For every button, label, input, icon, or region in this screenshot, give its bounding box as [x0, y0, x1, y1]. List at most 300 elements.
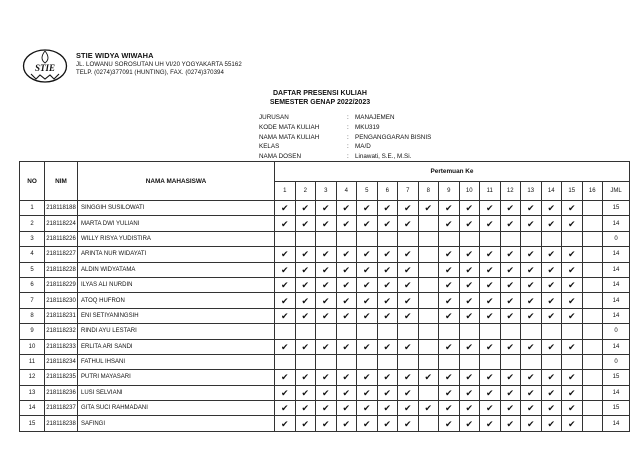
row-number: 1 — [20, 201, 45, 216]
attendance-check-mark: ✔ — [316, 416, 337, 431]
attendance-check-mark: ✔ — [295, 339, 316, 354]
attendance-empty-cell — [562, 354, 583, 369]
attendance-check-mark: ✔ — [336, 247, 357, 262]
attendance-check-mark: ✔ — [316, 385, 337, 400]
student-nim: 218118236 — [45, 385, 78, 400]
attendance-empty-cell — [582, 231, 603, 246]
attendance-empty-cell — [500, 354, 521, 369]
attendance-check-mark: ✔ — [459, 262, 480, 277]
row-number: 11 — [20, 354, 45, 369]
attendance-check-mark: ✔ — [295, 385, 316, 400]
attendance-empty-cell — [418, 354, 439, 369]
attendance-check-mark: ✔ — [295, 401, 316, 416]
table-row — [20, 293, 630, 308]
table-row — [20, 247, 630, 262]
attendance-check-mark: ✔ — [521, 401, 542, 416]
attendance-check-mark: ✔ — [500, 308, 521, 323]
course-info-label: NAMA DOSEN — [259, 153, 301, 161]
attendance-check-mark: ✔ — [398, 339, 419, 354]
attendance-check-mark: ✔ — [439, 216, 460, 231]
row-number: 2 — [20, 216, 45, 231]
student-nim: 218118233 — [45, 339, 78, 354]
attendance-check-mark: ✔ — [336, 262, 357, 277]
attendance-empty-cell — [418, 339, 439, 354]
course-info-colon: : — [347, 123, 349, 131]
header-meeting-number: 7 — [398, 182, 419, 201]
attendance-check-mark: ✔ — [439, 277, 460, 292]
attendance-check-mark: ✔ — [500, 247, 521, 262]
attendance-check-mark: ✔ — [398, 370, 419, 385]
attendance-check-mark: ✔ — [562, 385, 583, 400]
attendance-empty-cell — [275, 324, 296, 339]
attendance-empty-cell — [295, 324, 316, 339]
attendance-check-mark: ✔ — [521, 339, 542, 354]
attendance-check-mark: ✔ — [357, 401, 378, 416]
student-name: ENI SETIYANINGSIH — [78, 308, 275, 323]
attendance-check-mark: ✔ — [541, 339, 562, 354]
row-number: 4 — [20, 247, 45, 262]
attendance-empty-cell — [418, 293, 439, 308]
attendance-check-mark: ✔ — [377, 401, 398, 416]
attendance-check-mark: ✔ — [275, 277, 296, 292]
attendance-check-mark: ✔ — [562, 247, 583, 262]
attendance-total: 14 — [603, 308, 630, 323]
attendance-empty-cell — [541, 324, 562, 339]
attendance-check-mark: ✔ — [521, 370, 542, 385]
attendance-check-mark: ✔ — [316, 293, 337, 308]
table-row — [20, 277, 630, 292]
attendance-check-mark: ✔ — [377, 277, 398, 292]
attendance-check-mark: ✔ — [377, 339, 398, 354]
attendance-empty-cell — [582, 216, 603, 231]
attendance-check-mark: ✔ — [480, 401, 501, 416]
attendance-check-mark: ✔ — [541, 216, 562, 231]
attendance-empty-cell — [316, 324, 337, 339]
attendance-check-mark: ✔ — [459, 401, 480, 416]
attendance-check-mark: ✔ — [459, 385, 480, 400]
attendance-empty-cell — [521, 231, 542, 246]
attendance-empty-cell — [459, 324, 480, 339]
attendance-check-mark: ✔ — [336, 277, 357, 292]
attendance-check-mark: ✔ — [500, 262, 521, 277]
student-name: GITA SUCI RAHMADANI — [78, 401, 275, 416]
attendance-empty-cell — [582, 201, 603, 216]
attendance-check-mark: ✔ — [541, 370, 562, 385]
attendance-empty-cell — [295, 231, 316, 246]
header-meeting-number: 1 — [275, 182, 296, 201]
attendance-check-mark: ✔ — [275, 416, 296, 431]
attendance-total: 14 — [603, 385, 630, 400]
attendance-empty-cell — [582, 308, 603, 323]
attendance-check-mark: ✔ — [562, 262, 583, 277]
attendance-empty-cell — [418, 416, 439, 431]
attendance-check-mark: ✔ — [336, 401, 357, 416]
student-nim: 218118229 — [45, 277, 78, 292]
attendance-empty-cell — [521, 354, 542, 369]
student-name: SAFINGI — [78, 416, 275, 431]
attendance-check-mark: ✔ — [295, 277, 316, 292]
row-number: 15 — [20, 416, 45, 431]
student-name: FATHUL IHSANI — [78, 354, 275, 369]
student-nim: 218118224 — [45, 216, 78, 231]
table-row — [20, 354, 630, 369]
table-row — [20, 216, 630, 231]
attendance-empty-cell — [418, 277, 439, 292]
attendance-check-mark: ✔ — [480, 416, 501, 431]
attendance-check-mark: ✔ — [316, 262, 337, 277]
attendance-empty-cell — [439, 324, 460, 339]
attendance-empty-cell — [357, 354, 378, 369]
attendance-check-mark: ✔ — [459, 201, 480, 216]
attendance-check-mark: ✔ — [521, 262, 542, 277]
attendance-empty-cell — [275, 231, 296, 246]
attendance-check-mark: ✔ — [275, 293, 296, 308]
table-row — [20, 324, 630, 339]
attendance-check-mark: ✔ — [275, 216, 296, 231]
student-nim: 218118232 — [45, 324, 78, 339]
attendance-check-mark: ✔ — [295, 201, 316, 216]
attendance-check-mark: ✔ — [316, 370, 337, 385]
attendance-check-mark: ✔ — [418, 201, 439, 216]
attendance-check-mark: ✔ — [521, 201, 542, 216]
attendance-empty-cell — [582, 262, 603, 277]
course-info-value: Linawati, S.E., M.Si. — [355, 153, 412, 161]
attendance-check-mark: ✔ — [295, 293, 316, 308]
row-number: 9 — [20, 324, 45, 339]
attendance-check-mark: ✔ — [541, 416, 562, 431]
attendance-check-mark: ✔ — [500, 277, 521, 292]
attendance-check-mark: ✔ — [541, 401, 562, 416]
row-number: 10 — [20, 339, 45, 354]
student-nim: 218118234 — [45, 354, 78, 369]
header-meeting-number: 12 — [500, 182, 521, 201]
attendance-check-mark: ✔ — [459, 416, 480, 431]
course-info-value: MA/D — [355, 143, 371, 151]
attendance-empty-cell — [582, 385, 603, 400]
attendance-check-mark: ✔ — [439, 201, 460, 216]
attendance-check-mark: ✔ — [377, 201, 398, 216]
attendance-check-mark: ✔ — [316, 247, 337, 262]
institution-name: STIE WIDYA WIWAHA — [76, 51, 154, 60]
attendance-check-mark: ✔ — [418, 401, 439, 416]
course-info-colon: : — [347, 153, 349, 161]
attendance-empty-cell — [582, 401, 603, 416]
attendance-empty-cell — [336, 354, 357, 369]
institution-phone: TELP. (0274)377091 (HUNTING), FAX. (0274)370394 — [76, 69, 224, 77]
attendance-empty-cell — [377, 354, 398, 369]
attendance-empty-cell — [398, 231, 419, 246]
course-info-colon: : — [347, 143, 349, 151]
attendance-check-mark: ✔ — [562, 370, 583, 385]
attendance-empty-cell — [418, 247, 439, 262]
attendance-check-mark: ✔ — [336, 308, 357, 323]
attendance-check-mark: ✔ — [398, 416, 419, 431]
attendance-check-mark: ✔ — [398, 293, 419, 308]
attendance-total: 14 — [603, 216, 630, 231]
student-name: LUSI SELVIANI — [78, 385, 275, 400]
attendance-check-mark: ✔ — [562, 308, 583, 323]
attendance-check-mark: ✔ — [275, 385, 296, 400]
attendance-check-mark: ✔ — [377, 216, 398, 231]
attendance-empty-cell — [582, 339, 603, 354]
attendance-check-mark: ✔ — [562, 401, 583, 416]
attendance-total: 15 — [603, 370, 630, 385]
attendance-check-mark: ✔ — [275, 247, 296, 262]
attendance-check-mark: ✔ — [275, 308, 296, 323]
attendance-table — [19, 161, 630, 432]
attendance-check-mark: ✔ — [439, 262, 460, 277]
table-row — [20, 385, 630, 400]
header-meeting-number: 10 — [459, 182, 480, 201]
attendance-check-mark: ✔ — [336, 339, 357, 354]
attendance-check-mark: ✔ — [316, 339, 337, 354]
attendance-check-mark: ✔ — [336, 201, 357, 216]
attendance-empty-cell — [459, 354, 480, 369]
attendance-check-mark: ✔ — [398, 247, 419, 262]
header-meeting-number: 14 — [541, 182, 562, 201]
attendance-empty-cell — [418, 231, 439, 246]
attendance-check-mark: ✔ — [459, 339, 480, 354]
attendance-total: 14 — [603, 416, 630, 431]
student-nim: 218118230 — [45, 293, 78, 308]
institution-header — [76, 52, 242, 78]
institution-address: JL. LOWANU SOROSUTAN UH VI/20 YOGYAKARTA 55162 — [76, 60, 242, 68]
attendance-check-mark: ✔ — [541, 385, 562, 400]
student-nim: 218118237 — [45, 401, 78, 416]
attendance-check-mark: ✔ — [480, 293, 501, 308]
attendance-check-mark: ✔ — [377, 308, 398, 323]
attendance-total: 14 — [603, 339, 630, 354]
attendance-check-mark: ✔ — [562, 277, 583, 292]
attendance-check-mark: ✔ — [562, 416, 583, 431]
attendance-check-mark: ✔ — [459, 247, 480, 262]
attendance-check-mark: ✔ — [562, 201, 583, 216]
header-no: NO — [20, 162, 45, 201]
header-meeting-number: 11 — [480, 182, 501, 201]
attendance-check-mark: ✔ — [295, 308, 316, 323]
attendance-check-mark: ✔ — [336, 370, 357, 385]
attendance-check-mark: ✔ — [295, 216, 316, 231]
attendance-empty-cell — [582, 247, 603, 262]
header-meeting-number: 5 — [357, 182, 378, 201]
attendance-check-mark: ✔ — [398, 308, 419, 323]
document-subtitle: SEMESTER GENAP 2022/2023 — [269, 99, 371, 106]
attendance-check-mark: ✔ — [398, 201, 419, 216]
attendance-total: 14 — [603, 262, 630, 277]
attendance-check-mark: ✔ — [521, 277, 542, 292]
attendance-check-mark: ✔ — [459, 277, 480, 292]
attendance-check-mark: ✔ — [377, 247, 398, 262]
attendance-empty-cell — [377, 231, 398, 246]
attendance-total: 0 — [603, 324, 630, 339]
header-student-name: NAMA MAHASISWA — [78, 162, 275, 201]
attendance-check-mark: ✔ — [357, 247, 378, 262]
header-meeting-number: 3 — [316, 182, 337, 201]
attendance-empty-cell — [521, 324, 542, 339]
attendance-empty-cell — [336, 231, 357, 246]
table-row — [20, 262, 630, 277]
attendance-empty-cell — [582, 416, 603, 431]
attendance-check-mark: ✔ — [316, 201, 337, 216]
attendance-check-mark: ✔ — [480, 385, 501, 400]
attendance-empty-cell — [418, 262, 439, 277]
header-meeting-number: 15 — [562, 182, 583, 201]
attendance-check-mark: ✔ — [541, 277, 562, 292]
table-row — [20, 231, 630, 246]
attendance-check-mark: ✔ — [275, 370, 296, 385]
attendance-check-mark: ✔ — [295, 247, 316, 262]
header-meeting-number: 4 — [336, 182, 357, 201]
attendance-empty-cell — [439, 354, 460, 369]
attendance-check-mark: ✔ — [521, 416, 542, 431]
attendance-empty-cell — [582, 324, 603, 339]
attendance-empty-cell — [582, 277, 603, 292]
table-row — [20, 370, 630, 385]
student-name: RINDI AYU LESTARI — [78, 324, 275, 339]
attendance-empty-cell — [357, 231, 378, 246]
attendance-check-mark: ✔ — [439, 416, 460, 431]
attendance-check-mark: ✔ — [500, 385, 521, 400]
attendance-empty-cell — [480, 231, 501, 246]
attendance-check-mark: ✔ — [275, 262, 296, 277]
attendance-check-mark: ✔ — [480, 370, 501, 385]
row-number: 5 — [20, 262, 45, 277]
attendance-check-mark: ✔ — [459, 216, 480, 231]
attendance-empty-cell — [398, 354, 419, 369]
attendance-empty-cell — [480, 354, 501, 369]
attendance-check-mark: ✔ — [480, 216, 501, 231]
student-nim: 218118226 — [45, 231, 78, 246]
attendance-check-mark: ✔ — [316, 277, 337, 292]
attendance-check-mark: ✔ — [336, 416, 357, 431]
attendance-check-mark: ✔ — [500, 401, 521, 416]
attendance-check-mark: ✔ — [357, 277, 378, 292]
attendance-check-mark: ✔ — [357, 416, 378, 431]
header-meeting-number: 16 — [582, 182, 603, 201]
attendance-check-mark: ✔ — [316, 401, 337, 416]
attendance-check-mark: ✔ — [500, 370, 521, 385]
attendance-check-mark: ✔ — [500, 339, 521, 354]
attendance-check-mark: ✔ — [357, 308, 378, 323]
student-nim: 218118228 — [45, 262, 78, 277]
attendance-check-mark: ✔ — [439, 247, 460, 262]
attendance-check-mark: ✔ — [541, 308, 562, 323]
attendance-check-mark: ✔ — [459, 308, 480, 323]
attendance-check-mark: ✔ — [357, 385, 378, 400]
student-nim: 218118235 — [45, 370, 78, 385]
attendance-check-mark: ✔ — [480, 339, 501, 354]
attendance-empty-cell — [582, 293, 603, 308]
attendance-check-mark: ✔ — [316, 216, 337, 231]
attendance-empty-cell — [418, 216, 439, 231]
header-meeting-number: 2 — [295, 182, 316, 201]
student-name: ATOQ HUFRON — [78, 293, 275, 308]
student-name: ILYAS ALI NURDIN — [78, 277, 275, 292]
table-row — [20, 308, 630, 323]
attendance-check-mark: ✔ — [439, 370, 460, 385]
row-number: 7 — [20, 293, 45, 308]
student-name: WILLY RISYA YUDISTIRA — [78, 231, 275, 246]
table-row — [20, 416, 630, 431]
course-info-value: PENGANGGARAN BISNIS — [355, 133, 432, 141]
attendance-check-mark: ✔ — [500, 416, 521, 431]
attendance-check-mark: ✔ — [480, 247, 501, 262]
attendance-check-mark: ✔ — [357, 216, 378, 231]
row-number: 8 — [20, 308, 45, 323]
attendance-check-mark: ✔ — [398, 401, 419, 416]
attendance-check-mark: ✔ — [295, 370, 316, 385]
header-meeting-number: 9 — [439, 182, 460, 201]
student-name: SINGGIH SUSILOWATI — [78, 201, 275, 216]
attendance-total: 14 — [603, 277, 630, 292]
attendance-check-mark: ✔ — [357, 201, 378, 216]
student-name: ERLITA ARI SANDI — [78, 339, 275, 354]
attendance-check-mark: ✔ — [377, 416, 398, 431]
row-number: 6 — [20, 277, 45, 292]
attendance-empty-cell — [418, 324, 439, 339]
attendance-empty-cell — [439, 231, 460, 246]
row-number: 13 — [20, 385, 45, 400]
attendance-check-mark: ✔ — [336, 293, 357, 308]
institution-logo — [22, 48, 68, 84]
attendance-check-mark: ✔ — [439, 385, 460, 400]
header-meeting-number: 13 — [521, 182, 542, 201]
attendance-check-mark: ✔ — [275, 339, 296, 354]
attendance-check-mark: ✔ — [521, 308, 542, 323]
student-name: ALDIN WIDYATAMA — [78, 262, 275, 277]
attendance-check-mark: ✔ — [295, 416, 316, 431]
student-nim: 218118238 — [45, 416, 78, 431]
attendance-empty-cell — [316, 354, 337, 369]
attendance-check-mark: ✔ — [521, 216, 542, 231]
course-info-value: MKU319 — [355, 123, 380, 131]
attendance-check-mark: ✔ — [480, 201, 501, 216]
course-info-colon: : — [347, 114, 349, 121]
attendance-check-mark: ✔ — [377, 293, 398, 308]
attendance-check-mark: ✔ — [377, 385, 398, 400]
header-total: JML — [603, 182, 630, 201]
header-meetings: Pertemuan Ke — [275, 162, 630, 182]
attendance-check-mark: ✔ — [439, 339, 460, 354]
attendance-empty-cell — [398, 324, 419, 339]
attendance-empty-cell — [541, 231, 562, 246]
attendance-check-mark: ✔ — [357, 370, 378, 385]
course-info-label: KODE MATA KULIAH — [259, 123, 320, 131]
attendance-empty-cell — [562, 231, 583, 246]
attendance-empty-cell — [418, 308, 439, 323]
attendance-empty-cell — [336, 324, 357, 339]
attendance-check-mark: ✔ — [541, 262, 562, 277]
attendance-empty-cell — [541, 354, 562, 369]
attendance-empty-cell — [377, 324, 398, 339]
attendance-check-mark: ✔ — [357, 293, 378, 308]
course-info-label: JURUSAN — [259, 114, 289, 121]
attendance-empty-cell — [582, 370, 603, 385]
attendance-check-mark: ✔ — [459, 293, 480, 308]
attendance-check-mark: ✔ — [500, 293, 521, 308]
attendance-total: 14 — [603, 293, 630, 308]
attendance-check-mark: ✔ — [480, 262, 501, 277]
attendance-check-mark: ✔ — [541, 293, 562, 308]
attendance-empty-cell — [295, 354, 316, 369]
attendance-check-mark: ✔ — [562, 216, 583, 231]
row-number: 14 — [20, 401, 45, 416]
attendance-total: 14 — [603, 247, 630, 262]
attendance-check-mark: ✔ — [398, 277, 419, 292]
attendance-empty-cell — [275, 354, 296, 369]
attendance-check-mark: ✔ — [562, 293, 583, 308]
attendance-check-mark: ✔ — [418, 370, 439, 385]
